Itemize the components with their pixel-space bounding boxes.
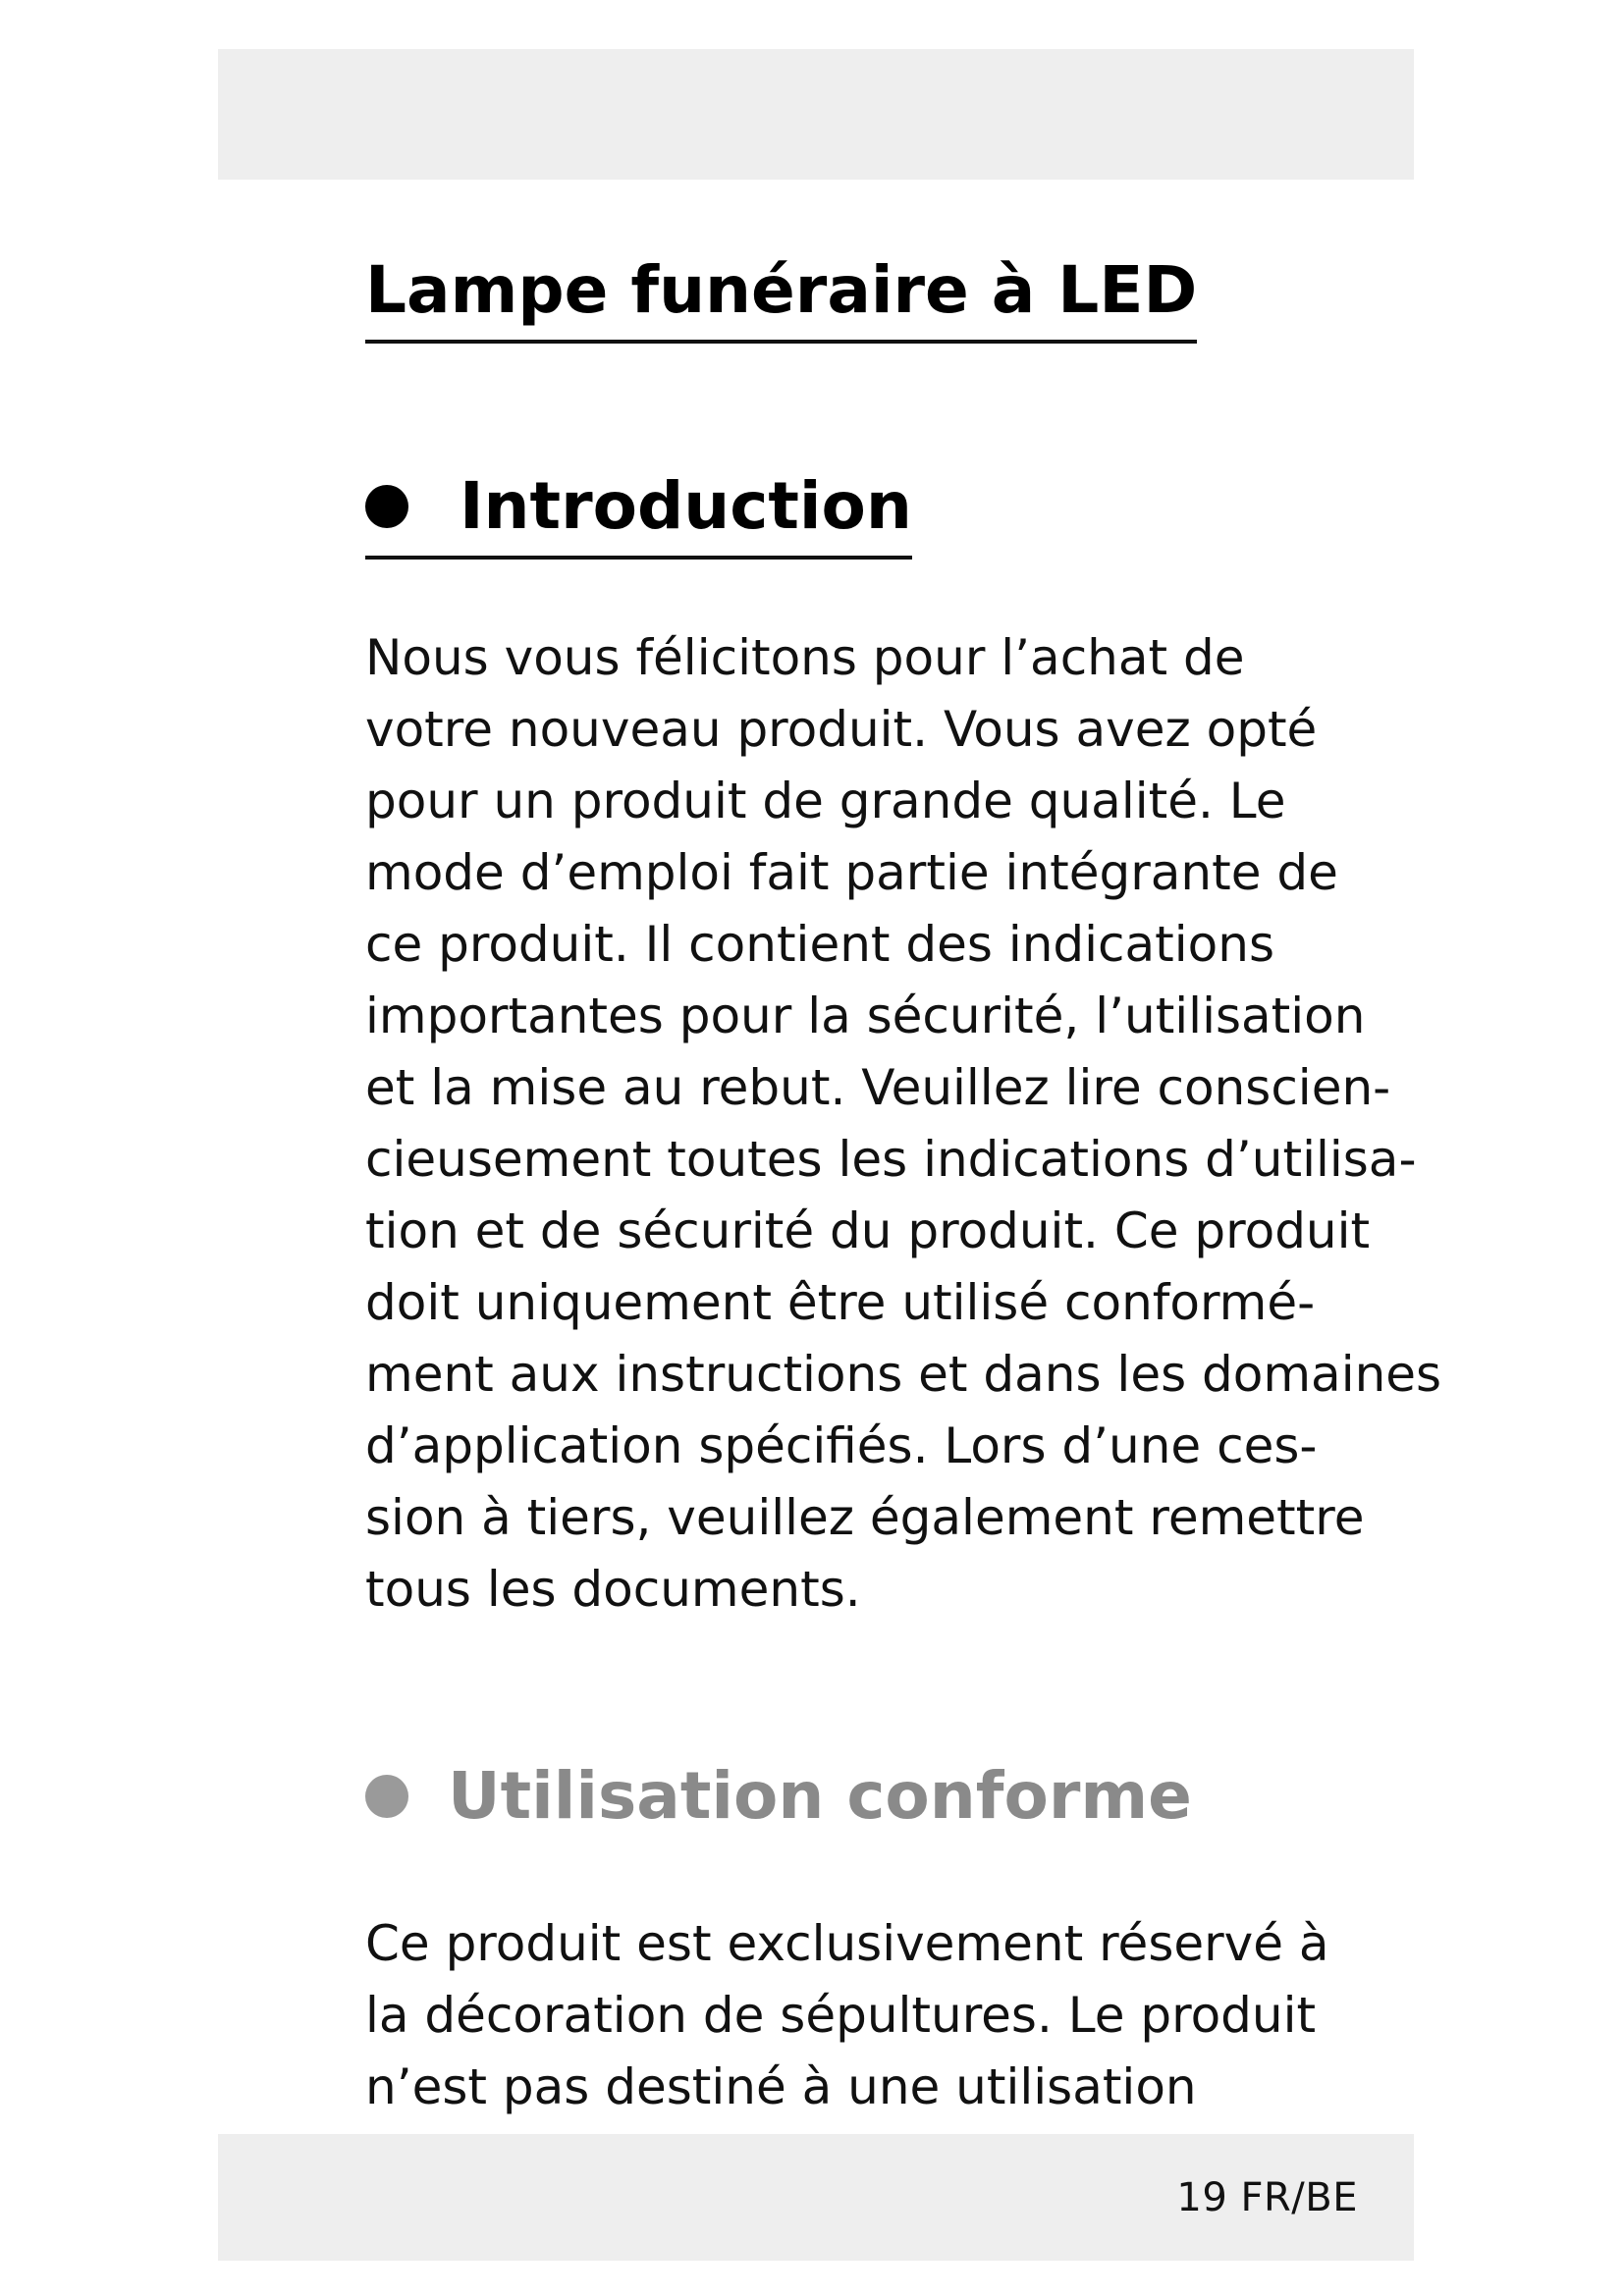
text-line: Nous vous félicitons pour l’achat de [365, 629, 1245, 686]
text-line: tion et de sécurité du produit. Ce produit [365, 1202, 1371, 1259]
section-heading-label: Utilisation conforme [448, 1758, 1192, 1834]
bullet-icon [365, 485, 408, 528]
section-heading-utilisation-conforme [365, 1749, 1192, 1843]
text-line: votre nouveau produit. Vous avez opté [365, 701, 1318, 758]
text-line: Ce produit est exclusivement réservé à [365, 1915, 1329, 1972]
text-line: doit uniquement être utilisé conformé- [365, 1274, 1316, 1331]
section-heading-introduction [365, 459, 912, 560]
text-line: ce produit. Il contient des indications [365, 916, 1275, 973]
text-line: et la mise au rebut. Veuillez lire conscien- [365, 1059, 1391, 1116]
section-heading-label: Introduction [460, 468, 912, 544]
usage-paragraph [365, 1908, 1329, 2123]
manual-page [218, 49, 1442, 2261]
text-line: la décoration de sépultures. Le produit [365, 1987, 1317, 2044]
header-band [218, 49, 1414, 180]
text-line: ment aux instructions et dans les domaines [365, 1346, 1442, 1403]
text-line: sion à tiers, veuillez également remettre [365, 1489, 1365, 1546]
text-line: d’application spécifiés. Lors d’une ces- [365, 1417, 1318, 1474]
bullet-icon [365, 1775, 408, 1818]
document-title: Lampe funéraire à LED [365, 243, 1197, 344]
introduction-paragraph [365, 622, 1442, 1626]
text-line: importantes pour la sécurité, l’utilisation [365, 988, 1366, 1044]
text-line: mode d’emploi fait partie intégrante de [365, 844, 1338, 901]
text-line: tous les documents. [365, 1561, 861, 1618]
text-line: cieusement toutes les indications d’utilisa- [365, 1131, 1417, 1188]
page-number: 19 FR/BE [1176, 2175, 1358, 2220]
text-line: n’est pas destiné à une utilisation [365, 2058, 1197, 2115]
text-line: pour un produit de grande qualité. Le [365, 773, 1286, 829]
